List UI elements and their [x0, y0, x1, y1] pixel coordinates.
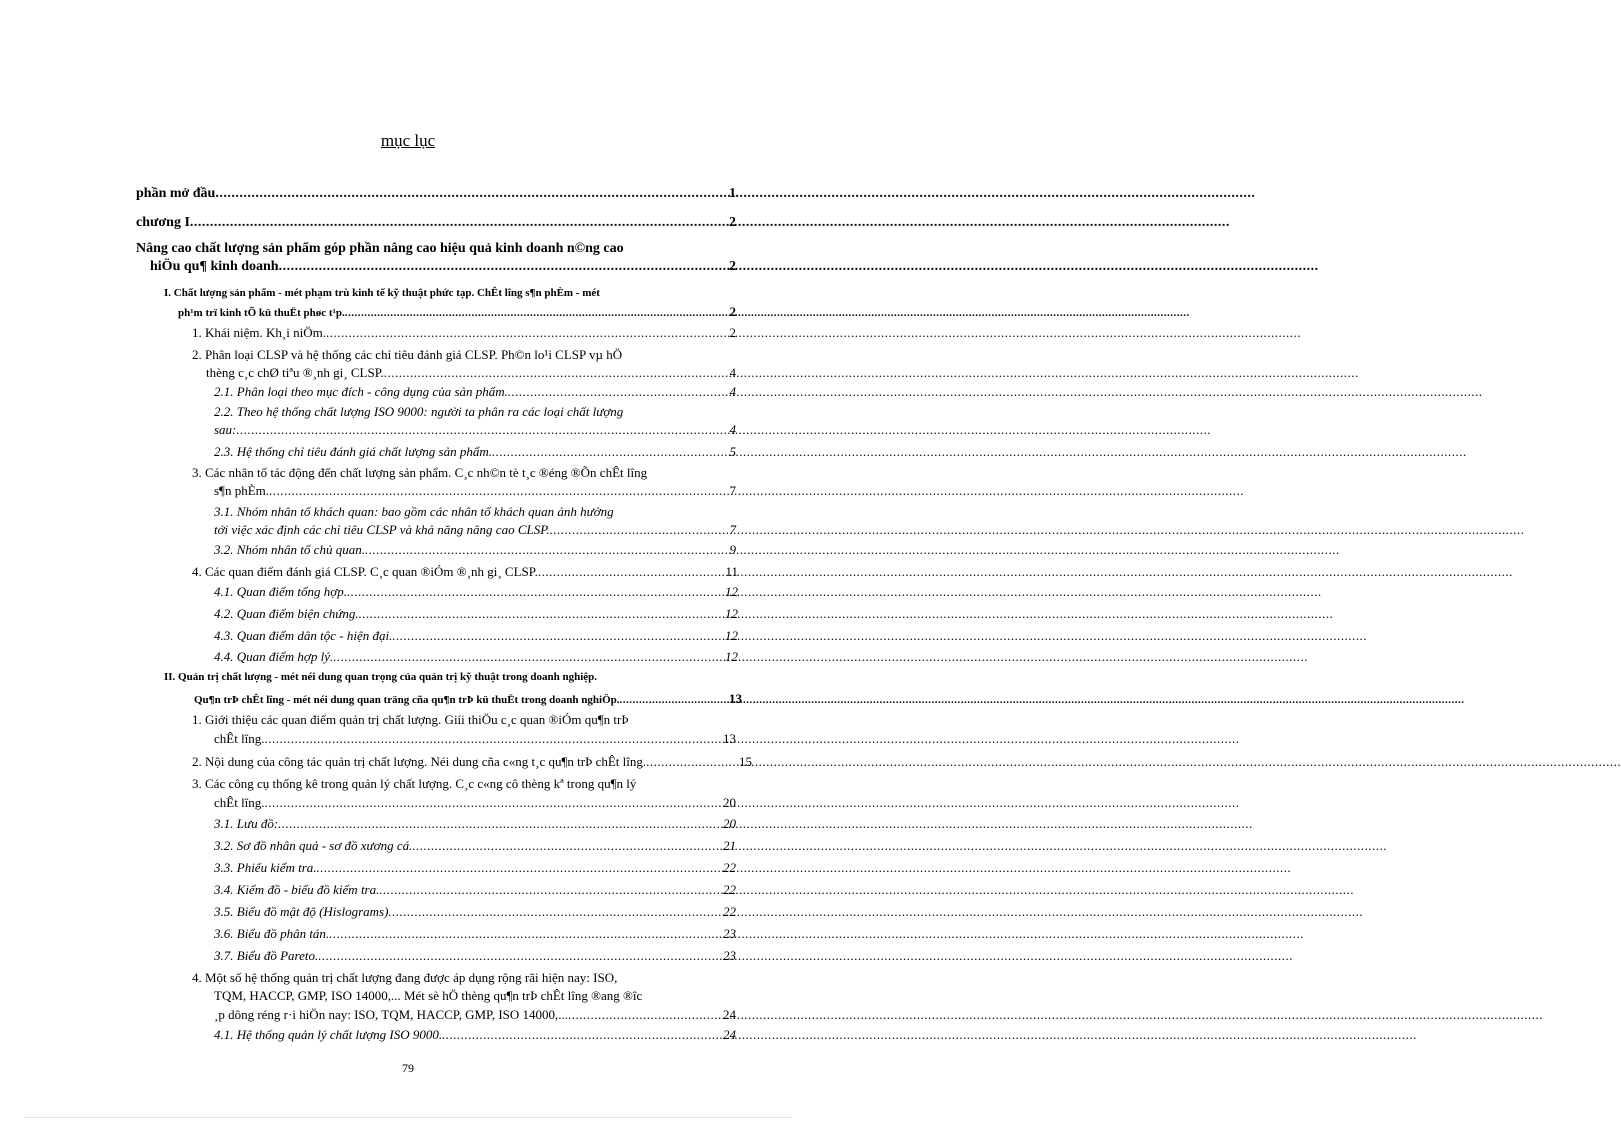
toc-entry-page: 23 — [723, 926, 736, 941]
toc-entry-page: 2 — [729, 304, 736, 319]
toc-entry-label: sau: — [214, 422, 237, 437]
toc-entry[interactable] — [150, 259, 736, 275]
toc-entry[interactable] — [214, 904, 736, 920]
toc-entry-page: 12 — [725, 606, 738, 621]
toc-entry-page: 4 — [729, 422, 736, 437]
toc-entry-label: chương I — [136, 215, 190, 230]
toc-entry-page: 2 — [729, 259, 736, 274]
toc-entry-label: 4. Các quan điểm đánh giá CLSP. C¸c quan ®iÓm ®¸nh gi¸ CLSP. — [192, 564, 538, 579]
toc-entry-line[interactable]: 2. Phân loại CLSP và hệ thống các chỉ tiêu đánh giá CLSP. Ph©n lo¹i CLSP vµ hÖ — [192, 347, 623, 362]
toc-entry[interactable] — [214, 1007, 736, 1023]
toc-entry[interactable] — [214, 926, 736, 942]
toc-entry-page: 22 — [723, 904, 736, 919]
toc-entry[interactable] — [214, 731, 736, 747]
toc-entry-label: 1. Khái niệm. Kh¸i niÖm. — [192, 325, 326, 340]
toc-entry[interactable] — [214, 1027, 736, 1043]
toc-entry-line[interactable]: TQM, HACCP, GMP, ISO 14000,... Mét sè hÖ thèng qu¶n trÞ chÊt lîng ®ang ®îc — [214, 988, 643, 1003]
toc-entry-label: 2. Nội dung của công tác quản trị chất lượng. Néi dung cña c«ng t¸c qu¶n trÞ chÊt lîng. — [192, 754, 647, 769]
toc-entry-label: 4.2. Quan điểm biện chứng. — [214, 606, 359, 621]
toc-entry[interactable] — [214, 542, 736, 558]
toc-entry-label: 3.2. Nhóm nhân tố chủ quan. — [214, 542, 365, 557]
toc-entry-page: 12 — [725, 649, 738, 664]
toc-entry[interactable] — [214, 948, 736, 964]
toc-entry-page: 24 — [723, 1007, 736, 1022]
page-title: mục lục — [380, 131, 436, 150]
toc-entry-label: hiÖu qu¶ kinh doanh — [150, 259, 279, 274]
toc-entry[interactable] — [214, 816, 736, 832]
toc-entry[interactable] — [192, 564, 738, 580]
toc-entry-label: 3.6. Biểu đồ phân tán. — [214, 926, 330, 941]
toc-entry-page: 23 — [723, 948, 736, 963]
toc-entry-label: 4.1. Quan điểm tổng hợp. — [214, 584, 347, 599]
toc-entry-page: 24 — [723, 1027, 736, 1042]
toc-entry-label: 4.1. Hệ thống quản lý chất lượng ISO 9000. — [214, 1027, 443, 1042]
page-divider — [25, 1117, 791, 1118]
toc-entry-line[interactable]: 3. Các nhân tố tác động đến chất lượng sản phẩm. C¸c nh©n tè t¸c ®éng ®Õn chÊt lîng — [192, 465, 648, 480]
toc-entry-label: ¸p dông réng r·i hiÖn nay: ISO, TQM, HACCP, GMP, ISO 14000,... — [214, 1007, 569, 1022]
toc-entry-page: 4 — [729, 384, 736, 399]
toc-entry[interactable] — [214, 860, 736, 876]
toc-entry-page: 5 — [729, 444, 736, 459]
toc-entry-label: 2.3. Hệ thống chỉ tiêu đánh giá chất lượng sản phẩm. — [214, 444, 492, 459]
toc-entry-page: 22 — [723, 882, 736, 897]
toc-entry[interactable] — [214, 606, 738, 622]
toc-entry-label: tới việc xác định các chỉ tiêu CLSP và khả năng nâng cao CLSP. — [214, 522, 550, 537]
toc-entry-line[interactable]: Nâng cao chất lượng sản phẩm góp phần nâng cao hiệu quả kinh doanh n©ng cao — [136, 241, 624, 256]
toc-entry[interactable] — [214, 384, 736, 400]
toc-entry-label: ph¹m trï kinh tÕ kü thuËt phøc t¹p. — [178, 307, 345, 319]
toc-entry-label: Qu¶n trÞ chÊt lîng - mét néi dung quan träng cña qu¶n trÞ kü thuËt trong doanh nghiÖp. — [194, 694, 620, 706]
toc-entry-line[interactable]: 4. Một số hệ thống quản trị chất lượng đang được áp dụng rộng rãi hiện nay: ISO, — [192, 970, 618, 985]
toc-entry-label: 3.2. Sơ đồ nhân quả - sơ đồ xương cá. — [214, 838, 413, 853]
toc-entry-label: 4.4. Quan điểm hợp lý. — [214, 649, 334, 664]
toc-entry[interactable] — [214, 882, 736, 898]
toc-entry[interactable] — [214, 795, 736, 811]
toc-entry-line[interactable]: II. Quản trị chất lượng - mét néi dung quan trọng của quản trị kỹ thuật trong doanh nghiệp. — [164, 671, 598, 683]
toc-entry[interactable] — [206, 365, 736, 381]
toc-entry-label: 3.4. Kiểm đồ - biểu đồ kiểm tra. — [214, 882, 380, 897]
toc-entry-page: 13 — [723, 731, 736, 746]
toc-entry-page: 12 — [725, 584, 738, 599]
toc-entry-page: 2 — [729, 325, 736, 340]
toc-entry-label: 3.7. Biểu đồ Pareto. — [214, 948, 319, 963]
toc-entry-page: 12 — [725, 628, 738, 643]
toc-entry-page: 9 — [729, 542, 736, 557]
toc-entry-line[interactable]: I. Chất lượng sản phẩm - mét phạm trù kinh tế kỹ thuật phức tạp. ChÊt lîng s¶n phÈm - mét — [164, 287, 600, 299]
toc-entry-label: 2.1. Phân loại theo mục đích - công dụng của sản phẩm. — [214, 384, 508, 399]
toc-entry-page: 11 — [725, 564, 738, 579]
toc-entry-label: chÊt lîng. — [214, 795, 265, 810]
toc-entry[interactable] — [192, 325, 736, 341]
toc-entry[interactable] — [214, 649, 738, 665]
toc-entry-label: s¶n phÈm. — [214, 483, 270, 498]
toc-entry-page: 20 — [723, 795, 736, 810]
toc-entry[interactable] — [214, 584, 738, 600]
toc-entry[interactable] — [214, 444, 736, 460]
toc-entry[interactable] — [214, 628, 738, 644]
toc-entry-label: chÊt lîng. — [214, 731, 265, 746]
toc-entry[interactable] — [194, 691, 742, 707]
toc-entry[interactable] — [214, 422, 736, 438]
toc-entry-page: 13 — [729, 691, 742, 706]
toc-entry[interactable] — [136, 186, 736, 202]
toc-entry[interactable] — [178, 304, 736, 320]
toc-entry[interactable] — [214, 483, 736, 499]
toc-entry-page: 21 — [723, 838, 736, 853]
toc-entry-label: phần mở đầu — [136, 186, 216, 201]
toc-entry[interactable] — [214, 838, 736, 854]
toc-entry[interactable] — [192, 754, 752, 770]
toc-entry-page: 7 — [729, 483, 736, 498]
toc-entry-page: 7 — [729, 522, 736, 537]
toc-entry-line[interactable]: 3.1. Nhóm nhân tố khách quan: bao gồm các nhân tố khách quan ảnh hưởng — [214, 504, 614, 519]
toc-entry-label: 3.1. Lưu đồ: — [214, 816, 279, 831]
toc-entry-page: 1 — [729, 186, 736, 201]
toc-entry-line[interactable]: 2.2. Theo hệ thống chất lượng ISO 9000: người ta phân ra các loại chất lượng — [214, 404, 624, 419]
toc-entry[interactable] — [214, 522, 736, 538]
toc-entry[interactable] — [136, 215, 736, 231]
toc-entry-label: 3.5. Biểu đồ mật độ (Hislograms) — [214, 904, 389, 919]
toc-entry-page: 20 — [723, 816, 736, 831]
toc-entry-label: thèng c¸c chØ tiªu ®¸nh gi¸ CLSP. — [206, 365, 384, 380]
toc-entry-line[interactable]: 3. Các công cụ thống kê trong quản lý chất lượng. C¸c c«ng cô thèng kª trong qu¶n lý — [192, 776, 637, 791]
toc-entry-line[interactable]: 1. Giới thiệu các quan điểm quản trị chất lượng. Giíi thiÖu c¸c quan ®iÓm qu¶n trÞ — [192, 712, 629, 727]
toc-entry-page: 4 — [729, 365, 736, 380]
toc-entry-page: 15 — [739, 754, 752, 769]
toc-entry-page: 2 — [729, 215, 736, 230]
toc-entry-page: 22 — [723, 860, 736, 875]
toc-entry-label: 4.3. Quan điểm dân tộc - hiện đại. — [214, 628, 393, 643]
toc-entry-label: 3.3. Phiếu kiểm tra. — [214, 860, 317, 875]
page-number: 79 — [402, 1061, 414, 1075]
